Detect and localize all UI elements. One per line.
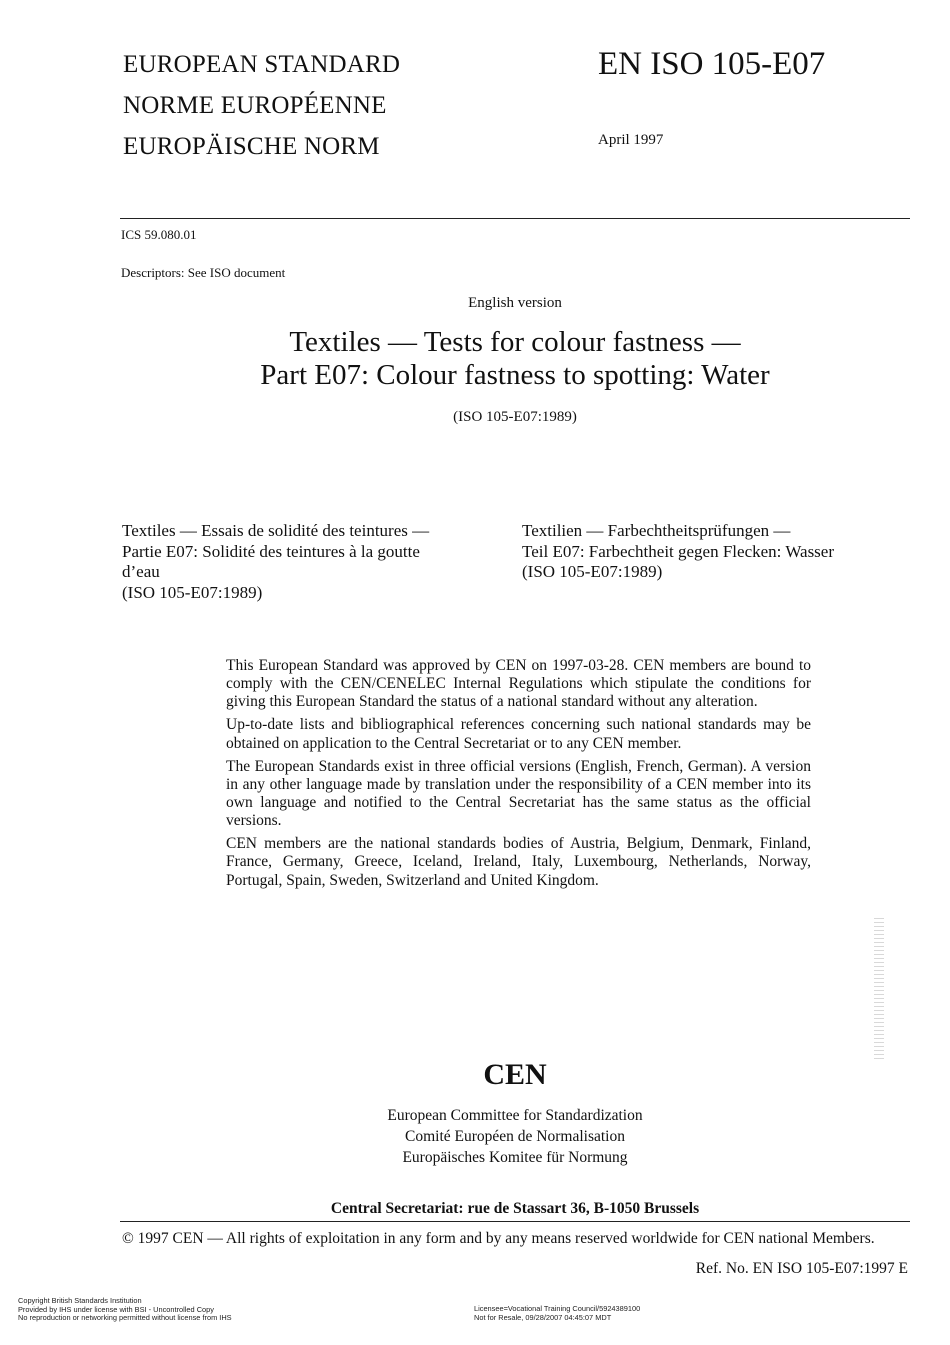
version-label: English version: [468, 295, 562, 311]
body-paragraph: CEN members are the national standards bodies of Austria, Belgium, Denmark, Finland, France, Germany, Greece, Iceland, Ireland, Italy, Luxembourg, Netherlands, Norway, Portugal, Spain, Sweden, Switzerland and United Kingdom.: [226, 835, 811, 889]
body-paragraph: The European Standards exist in three official versions (English, French, German). A version in any other language made by translation under the responsibility of a CEN member into its own language and notified to the Central Secretariat has the same status as the official versions.: [226, 757, 811, 830]
committee-names: [300, 1105, 730, 1168]
license-line: Provided by IHS under license with BSI - Uncontrolled Copy: [18, 1304, 214, 1314]
body-paragraph: This European Standard was approved by CEN on 1997-03-28. CEN members are bound to comply with the CEN/CENELEC Internal Regulations which stipulate the conditions for giving this European Standard the status of a national standard without any alteration.: [226, 657, 811, 711]
body-paragraph: Up-to-date lists and bibliographical references concerning such national standards may be obtained on application to the Central Secretariat or to any CEN member.: [226, 716, 811, 752]
central-secretariat-address: Central Secretariat: rue de Stassart 36, B-1050 Brussels: [330, 1200, 700, 1217]
german-title-line: Textilien — Farbechtheitsprüfungen —: [522, 521, 791, 540]
french-title-line: (ISO 105-E07:1989): [122, 582, 263, 602]
committee-name-french: Comité Européen de Normalisation: [405, 1128, 625, 1145]
title-line-english: EUROPEAN STANDARD: [123, 51, 401, 78]
german-title: [522, 521, 912, 583]
license-line: Copyright British Standards Institution: [18, 1296, 142, 1305]
top-divider: [120, 218, 910, 219]
french-title-line: d’eau: [122, 562, 160, 581]
license-line: No reproduction or networking permitted without license from IHS: [18, 1313, 232, 1323]
document-title: [160, 326, 870, 392]
title-line-french: NORME EUROPÉENNE: [123, 92, 387, 119]
margin-watermark: [874, 918, 884, 1060]
copyright-notice: © 1997 CEN — All rights of exploitation in any form and by any means reserved worldwide for CEN national Members.: [122, 1230, 875, 1247]
ics-code: ICS 59.080.01: [121, 227, 197, 242]
french-title: [122, 521, 502, 603]
iso-reference: (ISO 105-E07:1989): [453, 409, 577, 425]
license-footer-right: [474, 1305, 640, 1322]
german-title-line: Teil E07: Farbechtheit gegen Flecken: Wasser: [522, 541, 835, 561]
committee-name-english: European Committee for Standardization: [387, 1107, 643, 1124]
german-title-line: (ISO 105-E07:1989): [522, 562, 663, 581]
document-title-line-2: Part E07: Colour fastness to spotting: Water: [260, 359, 770, 391]
french-title-line: Partie E07: Solidité des teintures à la goutte: [122, 541, 420, 561]
standard-number: EN ISO 105-E07: [598, 46, 826, 82]
license-line: Licensee=Vocational Training Council/5924389100: [474, 1304, 641, 1313]
committee-name-german: Europäisches Komitee für Normung: [402, 1149, 628, 1166]
title-line-german: EUROPÄISCHE NORM: [123, 133, 380, 160]
standard-type-title: [123, 44, 400, 167]
publication-date: April 1997: [598, 132, 664, 148]
cen-logo: CEN: [483, 1058, 547, 1091]
french-title-line: Textiles — Essais de solidité des teintures —: [122, 521, 430, 540]
license-footer-left: [18, 1297, 232, 1323]
document-title-line-1: Textiles — Tests for colour fastness —: [289, 326, 741, 358]
descriptors: Descriptors: See ISO document: [121, 265, 286, 280]
approval-text: [226, 657, 811, 895]
license-line: Not for Resale, 09/28/2007 04:45:07 MDT: [474, 1312, 612, 1322]
reference-number: Ref. No. EN ISO 105-E07:1997 E: [695, 1260, 908, 1277]
bottom-divider: [120, 1221, 910, 1222]
